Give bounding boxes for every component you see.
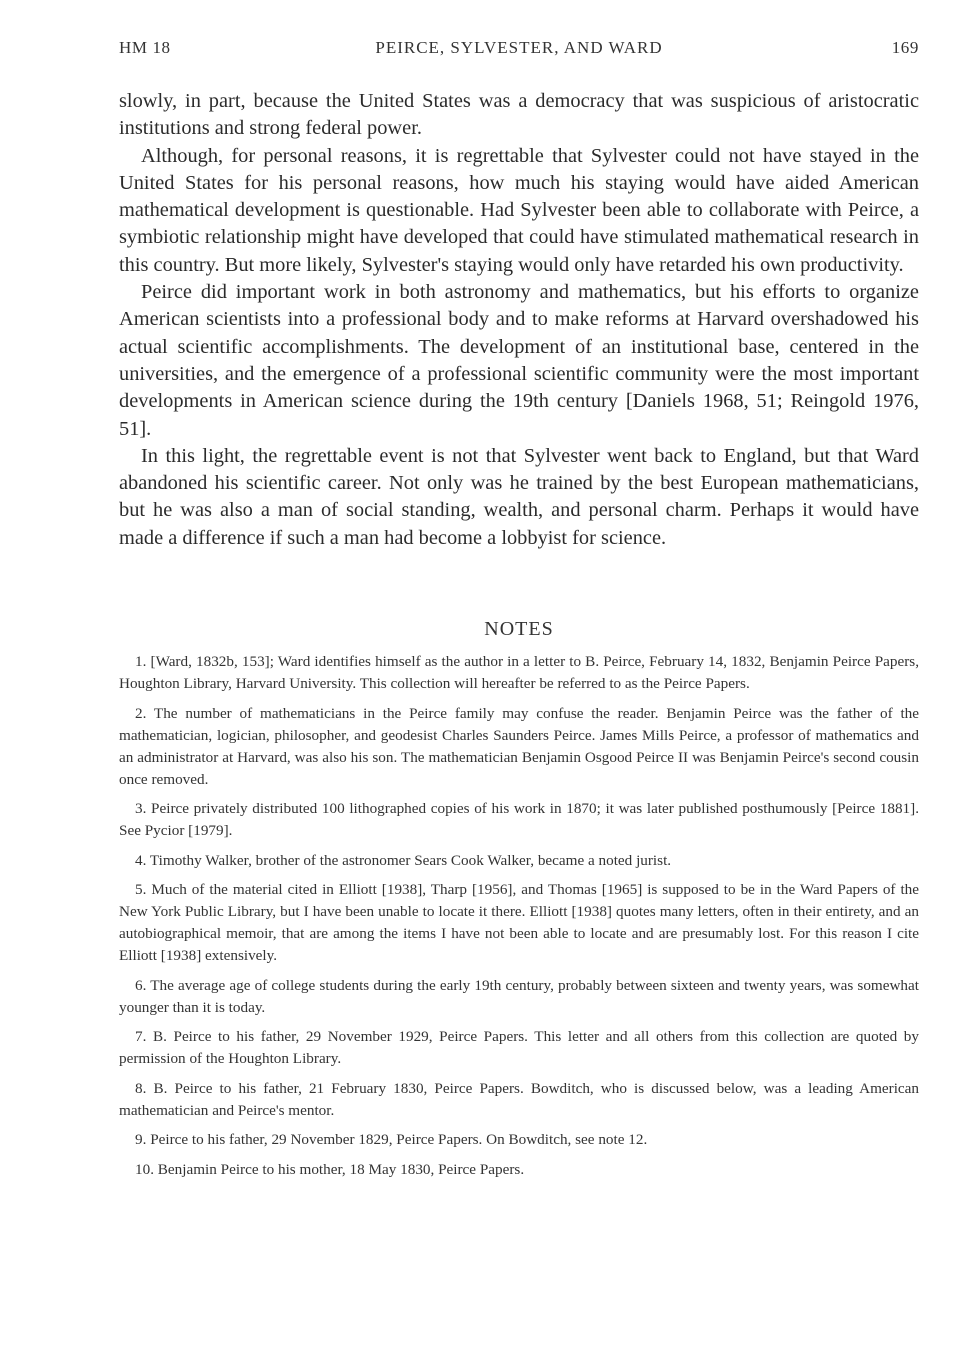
paragraph: Although, for personal reasons, it is regrettable that Sylvester could not have stayed in the United States for his personal reasons, how much his staying would have aided American mathematical development is questionable. Had Sylvester been able to collaborate with Peirce, a symbiotic relationship might have developed that could have stimulated mathematical research in this country. But more likely, Sylvester's staying would only have retarded his own productivity. [119, 144, 919, 276]
page-number: 169 [891, 38, 919, 57]
note-item: 3. Peirce privately distributed 100 lithographed copies of his work in 1870; it was later published posthumously [Peirce 1881]. See Pycior [1979]. [119, 800, 919, 840]
paragraph: slowly, in part, because the United States was a democracy that was suspicious of aristocratic institutions and strong federal power. [119, 90, 919, 140]
notes-heading: NOTES [484, 618, 554, 641]
note-item: 6. The average age of college students during the early 19th century, probably between sixteen and twenty years, was somewhat younger than it is today. [119, 976, 919, 1016]
note-item: 9. Peirce to his father, 29 November 1829, Peirce Papers. On Bowditch, see note 12. [135, 1131, 648, 1149]
note-item: 2. The number of mathematicians in the Peirce family may confuse the reader. Benjamin Peirce was the father of the mathematician, logician, philosopher, and geodesist Charles Saunders Peirce. James Mills Peirce, a professor of mathematics and an administrator at Harvard, was also his son. The mathematician Benjamin Osgood Peirce II was Benjamin Peirce's second cousin once removed. [119, 704, 919, 788]
note-item: 7. B. Peirce to his father, 29 November 1929, Peirce Papers. This letter and all others from this collection are quoted by permission of the Houghton Library. [119, 1028, 919, 1068]
article-running-title: PEIRCE, SYLVESTER, AND WARD [375, 38, 663, 57]
note-item: 4. Timothy Walker, brother of the astronomer Sears Cook Walker, became a noted jurist. [135, 851, 672, 869]
running-head [119, 36, 919, 62]
body-text [119, 88, 919, 552]
paragraph: Peirce did important work in both astronomy and mathematics, but his efforts to organize American scientists into a professional body and to make reforms at Harvard overshadowed his actual scientific accomplishments. The development of an institutional base, centered in the universities, and the emergence of a professional scientific community were the most important developments in American science during the 19th century [Daniels 1968, 51; Reingold 1976, 51]. [119, 281, 919, 440]
notes-list [119, 651, 919, 1181]
note-item: 5. Much of the material cited in Elliott [1938], Tharp [1956], and Thomas [1965] is supposed to be in the Ward Papers of the New York Public Library, but I have been unable to locate it there. Elliott [1938] quotes many letters, often in their entirety, and an autobiographical memoir, that are among the items I have not been able to locate and are presumably lost. For this reason I cite Elliott [1938] extensively. [119, 881, 919, 965]
note-item: 10. Benjamin Peirce to his mother, 18 May 1830, Peirce Papers. [135, 1160, 525, 1178]
journal-code: HM 18 [119, 38, 171, 57]
note-item: 1. [Ward, 1832b, 153]; Ward identifies himself as the author in a letter to B. Peirce, February 14, 1832, Benjamin Peirce Papers, Houghton Library, Harvard University. This collection will hereafter be referred to as the Peirce Papers. [119, 653, 919, 693]
paragraph: In this light, the regrettable event is not that Sylvester went back to England, but that Ward abandoned his scientific career. Not only was he trained by the best European mathematicians, but he was also a man of social standing, wealth, and personal charm. Perhaps it would have made a difference if such a man had become a lobbyist for science. [119, 444, 919, 549]
journal-page [119, 36, 919, 1188]
note-item: 8. B. Peirce to his father, 21 February 1830, Peirce Papers. Bowditch, who is discussed below, was a leading American mathematician and Peirce's mentor. [119, 1079, 919, 1119]
